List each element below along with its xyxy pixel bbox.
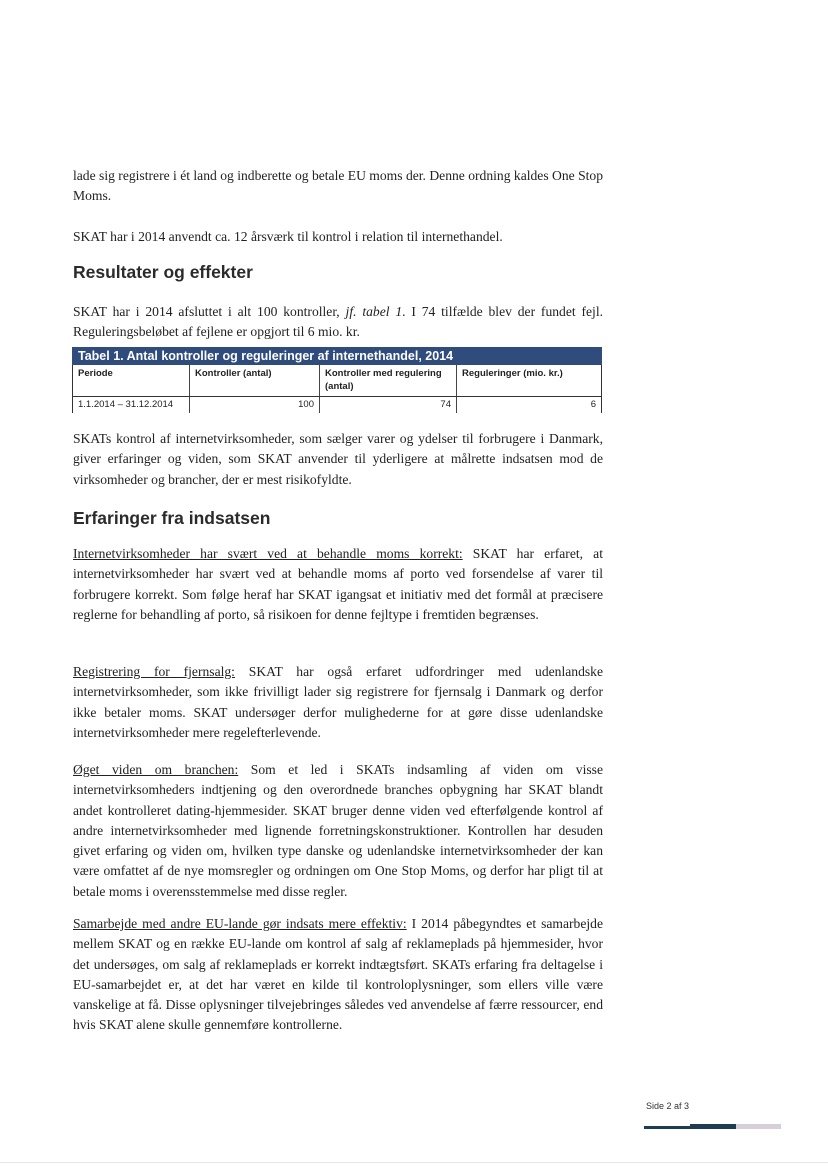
- experience-text: Som et led i SKATs indsamling af viden om visse internetvirksomheders indtjening og den overordnede branches opbygning har SKAT blandt andet kontrolleret dating-hjemmesider. SKAT bruger denne viden ved efterfølgende kontrol af andre internetvirksomheder med lignende forretningskonstruktioner. Kontrollen har desuden givet erfaring og viden om, hvilken type danske og udenlandske internetvirksomheder der kan være omfattet af de nye momsregler og ordningen om One Stop Moms, og derfor har pligt til at betale moms i overensstemmelse med disse regler.: [73, 762, 603, 899]
- intro-paragraph: lade sig registrere i ét land og indberette og betale EU moms der. Denne ordning kaldes One Stop Moms.: [73, 168, 604, 204]
- footer-rule: [690, 1124, 736, 1129]
- table-row: [72, 397, 602, 413]
- table-title: Tabel 1. Antal kontroller og reguleringer af internethandel, 2014: [72, 347, 602, 365]
- experience-item: [73, 760, 603, 902]
- table-header-cell: Kontroller med regulering (antal): [319, 365, 456, 396]
- table-reference: jf. tabel 1: [345, 304, 403, 319]
- results-text-start: SKAT har i 2014 afsluttet i alt 100 kontroller,: [73, 304, 346, 319]
- table-cell: 6: [456, 397, 602, 413]
- results-paragraph: [73, 302, 603, 343]
- table-cell: 74: [319, 397, 456, 413]
- table-cell: 1.1.2014 – 31.12.2014: [72, 397, 189, 413]
- experience-lead: Registrering for fjernsalg:: [73, 664, 235, 679]
- experience-item: [73, 662, 603, 743]
- experience-item: [73, 914, 603, 1036]
- experience-item: [73, 544, 603, 625]
- experience-lead: Samarbejde med andre EU-lande gør indsats mere effektiv:: [73, 916, 407, 931]
- table-cell: 100: [189, 397, 319, 413]
- results-text-end: . I 74 tilfælde blev der fundet fejl. Reguleringsbeløbet af fejlene er opgjort til 6 mio. kr.: [73, 304, 604, 340]
- table-header-row: [72, 365, 602, 397]
- results-paragraph-2: SKATs kontrol af internetvirksomheder, som sælger varer og ydelser til forbrugere i Danmark, giver erfaringer og viden, som SKAT anvender til yderligere at målrette indsatsen mod de virksomheder og brancher, der er mest risikofyldte.: [73, 431, 603, 487]
- results-table: [72, 347, 602, 413]
- footer-rule: [644, 1126, 690, 1129]
- table-header-cell: Kontroller (antal): [189, 365, 319, 396]
- experience-lead: Øget viden om branchen:: [73, 762, 239, 777]
- experience-lead: Internetvirksomheder har svært ved at behandle moms korrekt:: [73, 546, 463, 561]
- scan-edge: [0, 1162, 828, 1163]
- intro-paragraph-2: SKAT har i 2014 anvendt ca. 12 årsværk til kontrol i relation til internethandel.: [73, 229, 503, 244]
- experience-text: SKAT har også erfaret udfordringer med udenlandske internetvirksomheder, som ikke frivilligt lader sig registrere for fjernsalg i Danmark og derfor ikke betaler moms. SKAT undersøger derfor mulighederne for at gøre disse udenlandske internetvirksomheder mere regelefterlevende.: [73, 664, 603, 740]
- page-number: Side 2 af 3: [646, 1101, 690, 1111]
- table-header-cell: Periode: [72, 365, 189, 396]
- section-heading-experiences: Erfaringer fra indsatsen: [73, 508, 271, 528]
- section-heading-results: Resultater og effekter: [73, 262, 253, 282]
- experience-text: I 2014 påbegyndtes et samarbejde mellem SKAT og en række EU-lande om kontrol af salg af reklameplads på hjemmesider, hvor det undersøges, om salg af reklameplads er korrekt indtægtsført. SKATs erfaring fra deltagelse i EU-samarbejdet er, at det har været en kilde til kontroloplysninger, som ellers ville være vanskelige at få. Disse oplysninger tilvejebringes således ved anvendelse af færre ressourcer, end hvis SKAT alene skulle gennemføre kontrollerne.: [73, 916, 603, 1033]
- experience-text: SKAT har erfaret, at internetvirksomheder har svært ved at behandle moms af porto ved forsendelse af varer til forbrugere korrekt. Som følge heraf har SKAT igangsat et initiativ med det formål at præcisere reglerne for behandling af porto, så risikoen for denne fejltype i fremtiden begrænses.: [73, 546, 603, 622]
- footer-rule: [736, 1124, 781, 1129]
- table-header-cell: Reguleringer (mio. kr.): [456, 365, 602, 396]
